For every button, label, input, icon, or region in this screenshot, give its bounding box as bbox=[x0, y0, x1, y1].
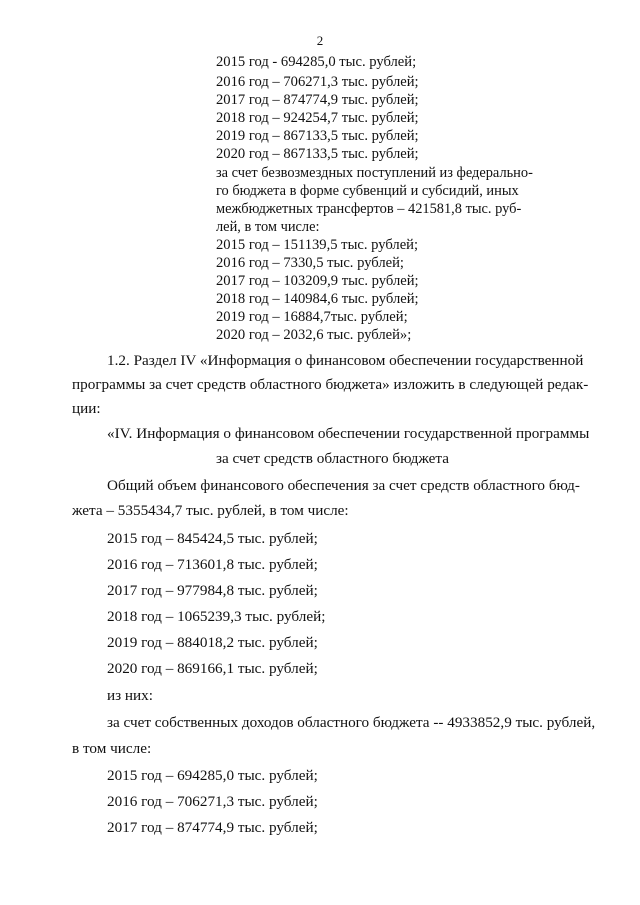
paragraph-line: 1.2. Раздел IV «Информация о финансовом обеспечении государственной bbox=[107, 352, 584, 369]
paragraph-line: в том числе: bbox=[72, 740, 152, 757]
paragraph-line: за счет собственных доходов областного бюджета -- 4933852,9 тыс. рублей, bbox=[107, 714, 596, 731]
year-line: 2020 год – 867133,5 тыс. рублей; bbox=[216, 146, 419, 162]
year-line: 2020 год – 869166,1 тыс. рублей; bbox=[107, 660, 318, 677]
year-line: 2015 год – 151139,5 тыс. рублей; bbox=[216, 237, 419, 253]
year-line: 2015 год - 694285,0 тыс. рублей; bbox=[216, 54, 417, 70]
year-line: 2020 год – 2032,6 тыс. рублей»; bbox=[216, 327, 412, 343]
section-heading: за счет средств областного бюджета bbox=[216, 450, 449, 467]
section-heading: «IV. Информация о финансовом обеспечении государственной программы bbox=[107, 425, 590, 442]
year-line: 2018 год – 1065239,3 тыс. рублей; bbox=[107, 608, 326, 625]
federal-text-line: го бюджета в форме субвенций и субсидий, иных bbox=[216, 183, 519, 199]
federal-text-line: за счет безвозмездных поступлений из федерально- bbox=[216, 165, 533, 181]
paragraph-line: из них: bbox=[107, 687, 153, 704]
year-line: 2019 год – 16884,7тыс. рублей; bbox=[216, 309, 408, 325]
year-line: 2016 год – 706271,3 тыс. рублей; bbox=[216, 74, 419, 90]
year-line: 2017 год – 874774,9 тыс. рублей; bbox=[107, 819, 318, 836]
year-line: 2016 год – 7330,5 тыс. рублей; bbox=[216, 255, 404, 271]
year-line: 2016 год – 713601,8 тыс. рублей; bbox=[107, 556, 318, 573]
paragraph-line: программы за счет средств областного бюджета» изложить в следующей редак- bbox=[72, 376, 589, 393]
year-line: 2018 год – 140984,6 тыс. рублей; bbox=[216, 291, 419, 307]
federal-text-line: межбюджетных трансфертов – 421581,8 тыс. руб- bbox=[216, 201, 522, 217]
year-line: 2017 год – 874774,9 тыс. рублей; bbox=[216, 92, 419, 108]
page-number: 2 bbox=[316, 33, 324, 48]
paragraph-line: жета – 5355434,7 тыс. рублей, в том числе: bbox=[72, 502, 349, 519]
year-line: 2017 год – 103209,9 тыс. рублей; bbox=[216, 273, 419, 289]
year-line: 2019 год – 867133,5 тыс. рублей; bbox=[216, 128, 419, 144]
year-line: 2018 год – 924254,7 тыс. рублей; bbox=[216, 110, 419, 126]
paragraph-line: ции: bbox=[72, 400, 101, 417]
year-line: 2016 год – 706271,3 тыс. рублей; bbox=[107, 793, 318, 810]
federal-text-line: лей, в том числе: bbox=[216, 219, 320, 235]
year-line: 2015 год – 694285,0 тыс. рублей; bbox=[107, 767, 318, 784]
year-line: 2015 год – 845424,5 тыс. рублей; bbox=[107, 530, 318, 547]
year-line: 2019 год – 884018,2 тыс. рублей; bbox=[107, 634, 318, 651]
year-line: 2017 год – 977984,8 тыс. рублей; bbox=[107, 582, 318, 599]
paragraph-line: Общий объем финансового обеспечения за счет средств областного бюд- bbox=[107, 477, 580, 494]
